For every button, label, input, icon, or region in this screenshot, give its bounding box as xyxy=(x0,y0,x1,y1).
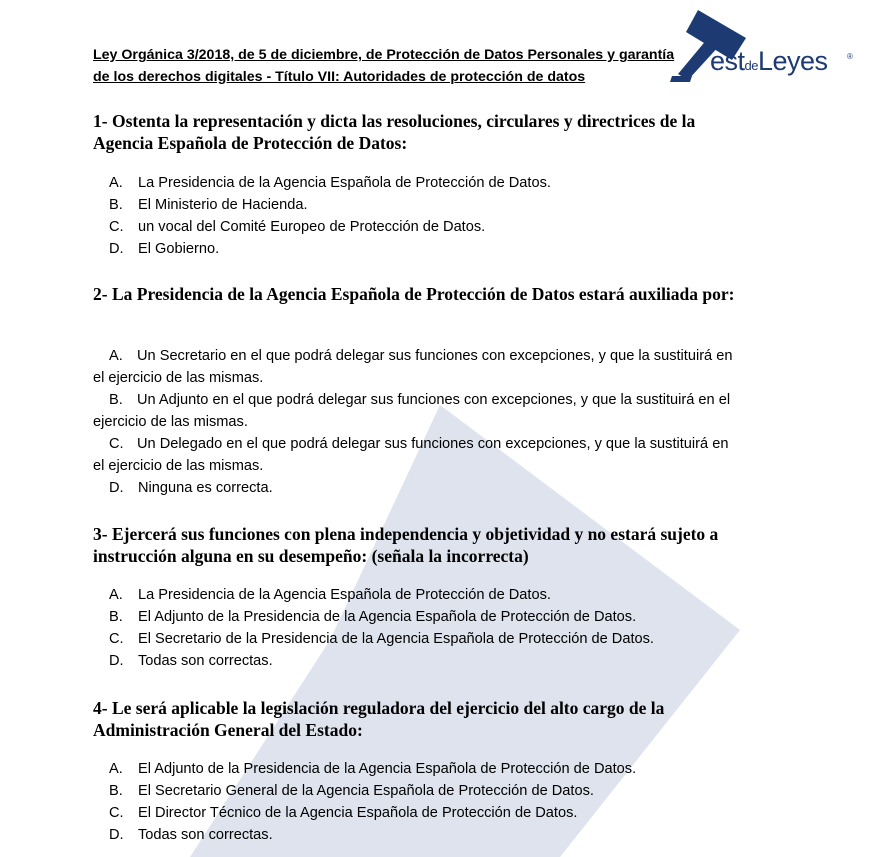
option-text: El Adjunto de la Presidencia de la Agencia Española de Protección de Datos. xyxy=(138,609,637,625)
option-text: El Gobierno. xyxy=(138,241,220,257)
option-c[interactable] xyxy=(93,802,753,824)
option-b[interactable] xyxy=(93,389,743,433)
option-c[interactable] xyxy=(93,216,753,238)
option-c[interactable] xyxy=(93,433,743,477)
option-text: Un Secretario en el que podrá delegar sus funciones con excepciones, y que la sustituirá en el ejercicio de las mismas. xyxy=(93,348,733,386)
question-2: 2- La Presidencia de la Agencia Española de Protección de Datos estará auxiliada por: xyxy=(93,284,735,304)
option-a[interactable] xyxy=(93,758,753,780)
logo-wordmark xyxy=(710,46,828,77)
option-b[interactable] xyxy=(93,780,753,802)
option-letter: A. xyxy=(109,587,123,603)
option-text: Todas son correctas. xyxy=(138,653,273,669)
option-letter: C. xyxy=(109,219,124,235)
option-letter: A. xyxy=(109,175,123,191)
option-text: El Secretario de la Presidencia de la Agencia Española de Protección de Datos. xyxy=(138,631,654,647)
option-b[interactable] xyxy=(93,194,753,216)
option-c[interactable] xyxy=(93,628,753,650)
option-text: El Secretario General de la Agencia Española de Protección de Datos. xyxy=(138,783,594,799)
option-letter: C. xyxy=(109,436,124,452)
option-letter: C. xyxy=(109,805,124,821)
logo-text-est: est xyxy=(710,46,745,76)
option-text: Todas son correctas. xyxy=(138,827,273,843)
option-text: La Presidencia de la Agencia Española de Protección de Datos. xyxy=(138,175,551,191)
option-letter: B. xyxy=(109,392,123,408)
logo-text-de: de xyxy=(744,58,758,73)
question-1-options xyxy=(93,172,753,260)
option-d[interactable] xyxy=(93,238,753,260)
option-text: El Ministerio de Hacienda. xyxy=(138,197,308,213)
option-a[interactable] xyxy=(93,584,753,606)
document-title-line2: de los derechos digitales - Título VII: Autoridades de protección de datos xyxy=(93,69,586,85)
logo-text-leyes: Leyes xyxy=(758,46,828,76)
question-4-options xyxy=(93,758,753,846)
document-title-line1: Ley Orgánica 3/2018, de 5 de diciembre, de Protección de Datos Personales y garantía xyxy=(93,47,675,63)
option-text: un vocal del Comité Europeo de Protección de Datos. xyxy=(138,219,486,235)
option-a[interactable] xyxy=(93,345,743,389)
question-4: 4- Le será aplicable la legislación reguladora del ejercicio del alto cargo de la Administración General del Estado: xyxy=(93,698,665,740)
option-d[interactable] xyxy=(93,650,753,672)
option-letter: D. xyxy=(109,827,124,843)
option-letter: B. xyxy=(109,609,123,625)
document-title xyxy=(93,44,693,88)
option-b[interactable] xyxy=(93,606,753,628)
option-d[interactable] xyxy=(93,477,753,499)
registered-mark: ® xyxy=(847,52,853,61)
option-a[interactable] xyxy=(93,172,753,194)
option-text: Un Delegado en el que podrá delegar sus funciones con excepciones, y que la sustituirá en el ejercicio de las mismas. xyxy=(93,436,729,474)
option-text: Un Adjunto en el que podrá delegar sus funciones con excepciones, y que la sustituirá en el ejercicio de las mismas. xyxy=(93,392,731,430)
option-text: El Director Técnico de la Agencia Española de Protección de Datos. xyxy=(138,805,578,821)
question-1: 1- Ostenta la representación y dicta las resoluciones, circulares y directrices de la Agencia Española de Protección de Datos: xyxy=(93,111,696,153)
option-letter: D. xyxy=(109,653,124,669)
option-text: Ninguna es correcta. xyxy=(138,480,273,496)
option-letter: B. xyxy=(109,783,123,799)
option-letter: A. xyxy=(109,348,123,364)
question-3: 3- Ejercerá sus funciones con plena independencia y objetividad y no estará sujeto a instrucción alguna en su desempeño: (señala la incorrecta) xyxy=(93,524,719,566)
option-letter: D. xyxy=(109,480,124,496)
option-letter: D. xyxy=(109,241,124,257)
option-letter: C. xyxy=(109,631,124,647)
option-d[interactable] xyxy=(93,824,753,846)
question-3-options xyxy=(93,584,753,672)
option-text: El Adjunto de la Presidencia de la Agencia Española de Protección de Datos. xyxy=(138,761,637,777)
option-letter: A. xyxy=(109,761,123,777)
option-text: La Presidencia de la Agencia Española de Protección de Datos. xyxy=(138,587,551,603)
question-2-options xyxy=(93,345,753,499)
option-letter: B. xyxy=(109,197,123,213)
